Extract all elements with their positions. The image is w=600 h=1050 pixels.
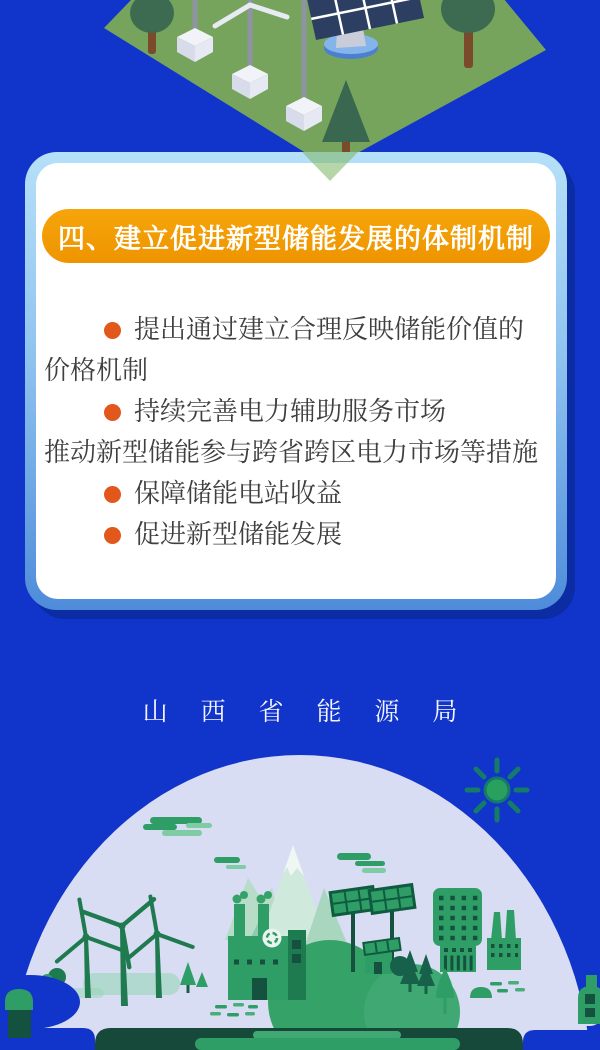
ground-strip bbox=[95, 1028, 523, 1050]
section-title-banner bbox=[42, 209, 550, 263]
section-title: 四、建立促进新型储能发展的体制机制 bbox=[58, 223, 534, 254]
sun-icon bbox=[467, 760, 527, 820]
platform-tip-overlay bbox=[272, 150, 388, 190]
list-item bbox=[44, 391, 548, 432]
list-item bbox=[44, 309, 548, 350]
bullet-list bbox=[36, 309, 556, 555]
list-item bbox=[44, 473, 548, 514]
agency-name: 山 西 省 能 源 局 bbox=[142, 698, 471, 726]
list-item bbox=[44, 514, 548, 555]
list-item-text: 持续完善电力辅助服务市场 bbox=[134, 396, 447, 426]
list-item-text: 价格机制 bbox=[44, 355, 149, 385]
content-card bbox=[25, 152, 567, 610]
list-item-text: 提出通过建立合理反映储能价值的 bbox=[134, 314, 525, 344]
list-item-text: 保障储能电站收益 bbox=[134, 478, 343, 508]
green-city-illustration bbox=[0, 740, 600, 1050]
bullet-dot-icon bbox=[104, 527, 121, 544]
building-icon bbox=[433, 888, 482, 972]
list-item-continuation bbox=[44, 432, 548, 473]
bullet-dot-icon bbox=[104, 322, 121, 339]
content-card-inner bbox=[36, 163, 556, 599]
list-item-text: 推动新型储能参与跨省跨区电力市场等措施 bbox=[44, 437, 539, 467]
list-item-text: 促进新型储能发展 bbox=[134, 519, 343, 549]
hut-icon bbox=[578, 975, 600, 1024]
bullet-dot-icon bbox=[104, 486, 121, 503]
list-item-continuation bbox=[44, 350, 548, 391]
bullet-dot-icon bbox=[104, 404, 121, 421]
hut-icon bbox=[5, 989, 33, 1038]
